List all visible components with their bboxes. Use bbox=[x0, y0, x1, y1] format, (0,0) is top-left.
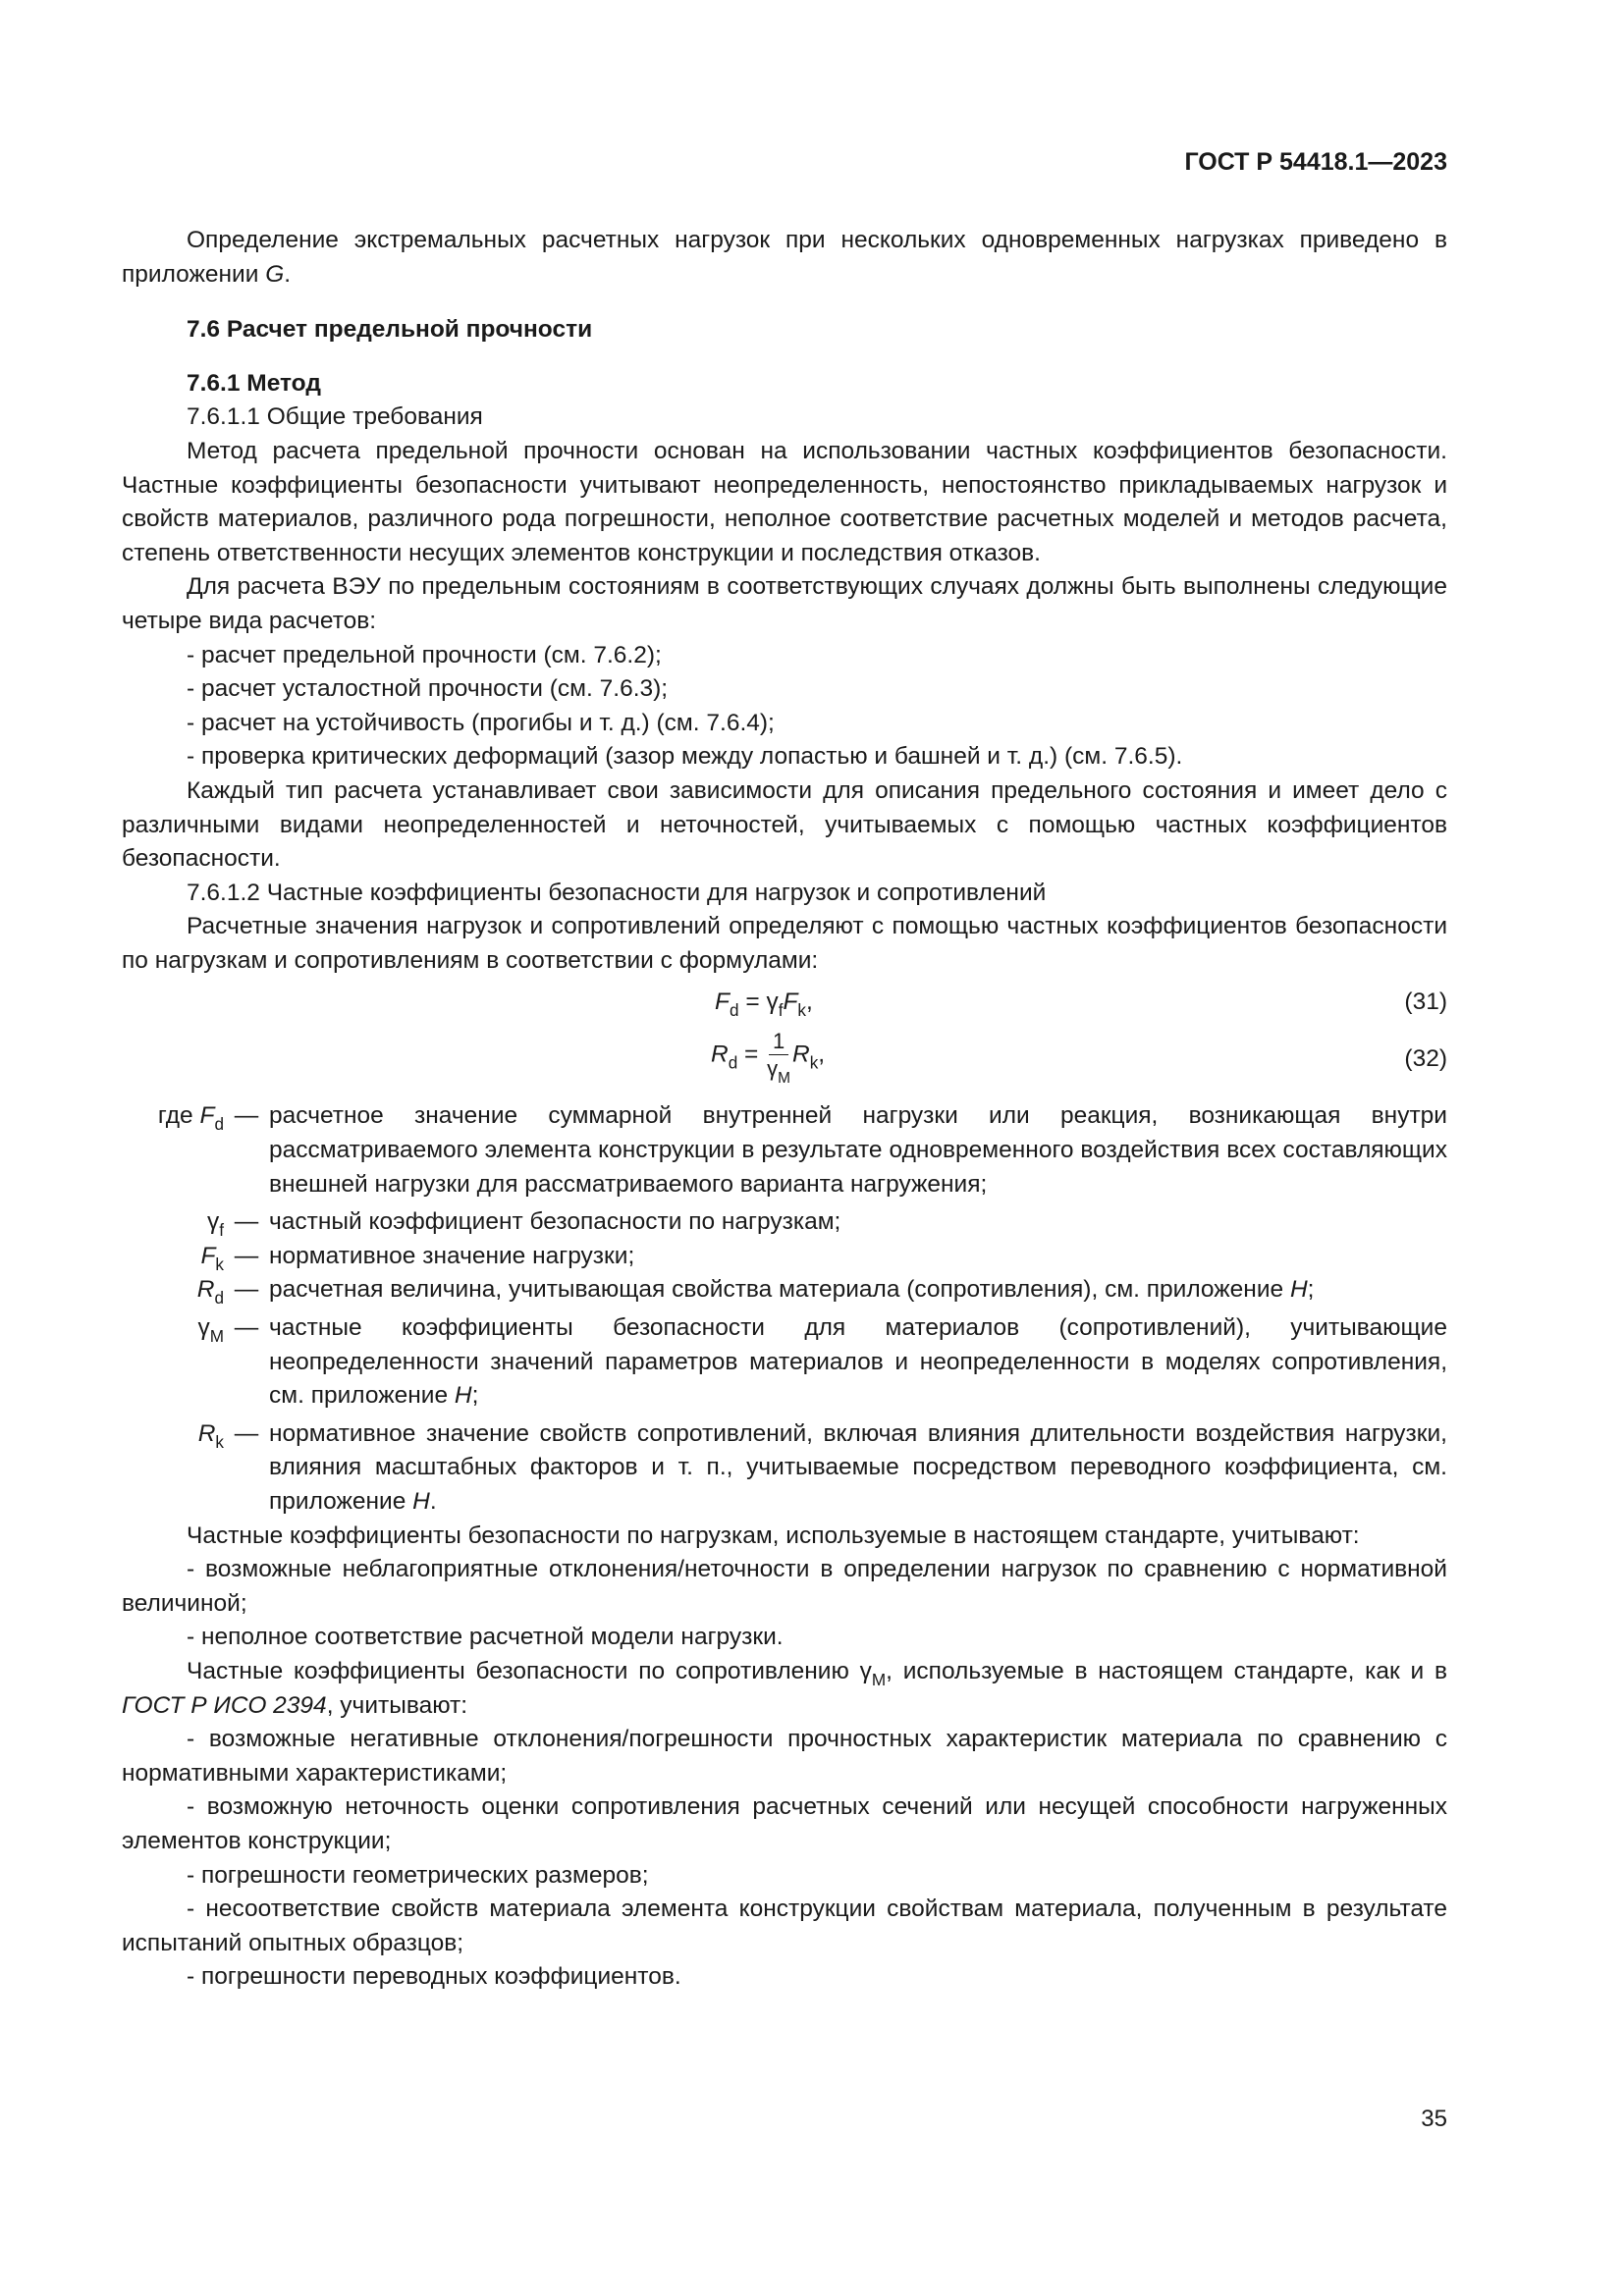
list-item: - расчет предельной прочности (см. 7.6.2); bbox=[187, 641, 662, 668]
formula-number: (32) bbox=[1404, 1045, 1447, 1073]
formula-number: (31) bbox=[1404, 988, 1447, 1016]
list-item: - проверка критических деформаций (зазор между лопастью и башней и т. д.) (см. 7.6.5). bbox=[187, 743, 1183, 771]
section-heading-7-6: 7.6 Расчет предельной прочности bbox=[187, 316, 593, 344]
list-item: - неполное соответствие расчетной модели нагрузки. bbox=[187, 1624, 784, 1651]
values-paragraph: Расчетные значения нагрузок и сопротивлений определяют с помощью частных коэффициентов безопасности по нагрузкам и сопротивлениям в соответствии с формулами: bbox=[122, 913, 1447, 974]
subsection-heading-7-6-1-1: 7.6.1.1 Общие требования bbox=[187, 403, 483, 431]
list-item: - несоответствие свойств материала элемента конструкции свойствам материала, полученным в результате испытаний опытных образцов; bbox=[122, 1896, 1447, 1956]
formula-31: $F_d = \gamma_fF_k$, (31) bbox=[122, 986, 1447, 1029]
definition-item: $\gamma_f$ — частный коэффициент безопасности по нагрузкам; bbox=[206, 1208, 841, 1241]
definition-item: $R_d$ — расчетная величина, учитывающая свойства материала (сопротивления), см. приложение H; bbox=[196, 1276, 1315, 1308]
each-type-paragraph: Каждый тип расчета устанавливает свои зависимости для описания предельного состояния и имеет дело с различными видами неопределенностей и неточностей, учитываемых с помощью частных коэффициентов безопасности. bbox=[122, 776, 1447, 873]
definition-item: $\gamma_M$ — частные коэффициенты безопасности для материалов (сопротивлений), учитывающие неопределенности значений параметров материалов и неопределенности в моделях сопротивления, см. приложение H; bbox=[197, 1314, 1447, 1410]
formula-32: $R_d$ = $\frac{1}{\gamma_M}$ $R_k$, (32) bbox=[711, 1029, 1447, 1088]
definition-item: где $F_d$ — расчетное значение суммарной внутренней нагрузки или реакция, возникающая внутри рассматриваемого элемента конструкции в результате одновременного воздействия всех составляющих внешней нагрузки для рассматриваемого варианта нагружения; bbox=[157, 1102, 1447, 1198]
document-body bbox=[122, 224, 1447, 1995]
intro-paragraph: Определение экстремальных расчетных нагрузок при нескольких одновременных нагрузках приведено в приложении G. bbox=[122, 227, 1447, 288]
list-item: - возможные негативные отклонения/погрешности прочностных характеристик материала по сравнению с нормативными характеристиками; bbox=[122, 1726, 1447, 1787]
list-item: - погрешности переводных коэффициентов. bbox=[187, 1963, 681, 1991]
appendix-ref: H bbox=[454, 1382, 472, 1410]
list-item: - погрешности геометрических размеров; bbox=[187, 1861, 649, 1889]
resistance-paragraph: Частные коэффициенты безопасности по сопротивлению $\gamma_M$, используемые в настоящем стандарте, как и в ГОСТ Р ИСО 2394, учитывают: bbox=[122, 1657, 1447, 1719]
list-item: - возможные неблагоприятные отклонения/неточности в определении нагрузок по сравнению с нормативной величиной; bbox=[122, 1556, 1447, 1617]
veu-paragraph: Для расчета ВЭУ по предельным состояниям в соответствующих случаях должны быть выполнены следующие четыре вида расчетов: bbox=[122, 573, 1447, 634]
definition-item: $F_k$ — нормативное значение нагрузки; bbox=[200, 1242, 635, 1274]
subsection-heading-7-6-1-2: 7.6.1.2 Частные коэффициенты безопасности для нагрузок и сопротивлений bbox=[187, 879, 1047, 906]
standard-ref: ГОСТ Р ИСО 2394 bbox=[122, 1691, 327, 1719]
method-paragraph: Метод расчета предельной прочности основан на использовании частных коэффициентов безопасности. Частные коэффициенты безопасности учитывают неопределенность, непостоянство прикладываемых нагрузок и свойств материалов, различного рода погрешности, неполное соответствие расчетных моделей и методов расчета, степень ответственности несущих элементов конструкции и последствия отказов. bbox=[122, 437, 1447, 566]
loads-paragraph: Частные коэффициенты безопасности по нагрузкам, используемые в настоящем стандарте, учитывают: bbox=[187, 1522, 1360, 1549]
fraction: $\frac{1}{\gamma_M}$ bbox=[767, 1029, 790, 1088]
list-item: - расчет на устойчивость (прогибы и т. д.) (см. 7.6.4); bbox=[187, 709, 775, 736]
document-code: ГОСТ Р 54418.1—2023 bbox=[1184, 148, 1447, 176]
list-item: - возможную неточность оценки сопротивления расчетных сечений или несущей способности нагруженных элементов конструкции; bbox=[122, 1793, 1447, 1854]
definitions-list bbox=[122, 1099, 1447, 1519]
page-number: 35 bbox=[1421, 2106, 1447, 2132]
section-heading-7-6-1: 7.6.1 Метод bbox=[187, 369, 321, 397]
appendix-ref: H bbox=[412, 1488, 430, 1515]
appendix-ref: G bbox=[265, 260, 285, 288]
appendix-ref: H bbox=[1289, 1276, 1308, 1304]
definition-item: $R_k$ — нормативное значение свойств сопротивлений, включая влияния длительности воздействия нагрузки, влияния масштабных факторов и т. п., учитываемые посредством переводного коэффициента, см. приложение H. bbox=[197, 1419, 1447, 1515]
list-item: - расчет усталостной прочности (см. 7.6.3); bbox=[187, 675, 669, 703]
